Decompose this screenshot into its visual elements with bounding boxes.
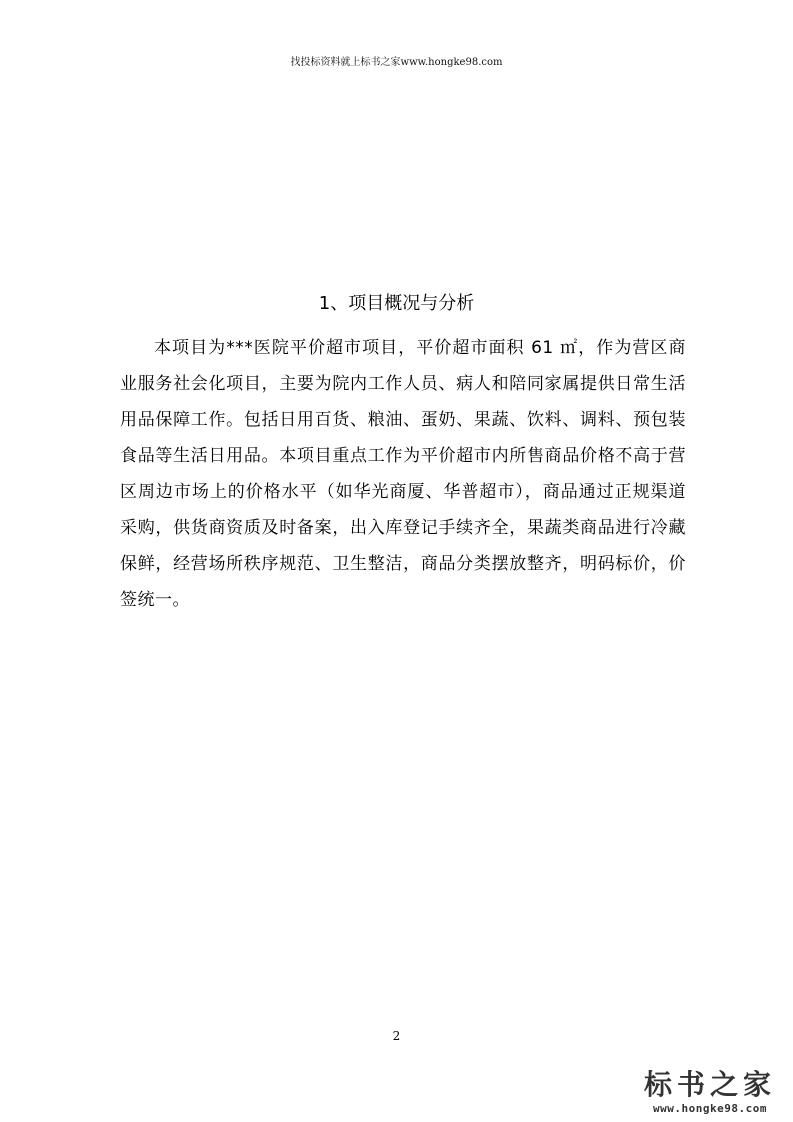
watermark-url: www.hongke98.com — [653, 1102, 767, 1115]
header-note: 找投标资料就上标书之家www.hongke98.com — [290, 57, 503, 68]
section-title: 1、项目概况与分析 — [318, 293, 475, 314]
watermark-title: 标书之家 — [643, 1068, 776, 1101]
page-number: 2 — [392, 1029, 401, 1043]
body-paragraph: 本项目为***医院平价超市项目，平价超市面积 61 ㎡，作为营区商业服务社会化项目，主要为院内工作人员、病人和陪同家属提供日常生活用品保障工作。包括日用百货、粮油、蛋奶、果蔬、饮料、调料、预包装食品等生活日用品。本项目重点工作为平价超市内所售商品价格不高于营区周边市场上的价格水平（如华光商厦、华普超市），商品通过正规渠道采购，供货商资质及时备案，出入库登记手续齐全，果蔬类商品进行冷藏保鲜，经营场所秩序规范、卫生整洁，商品分类摆放整齐，明码标价，价签统一。 — [120, 338, 686, 610]
watermark-logo — [635, 1068, 785, 1116]
